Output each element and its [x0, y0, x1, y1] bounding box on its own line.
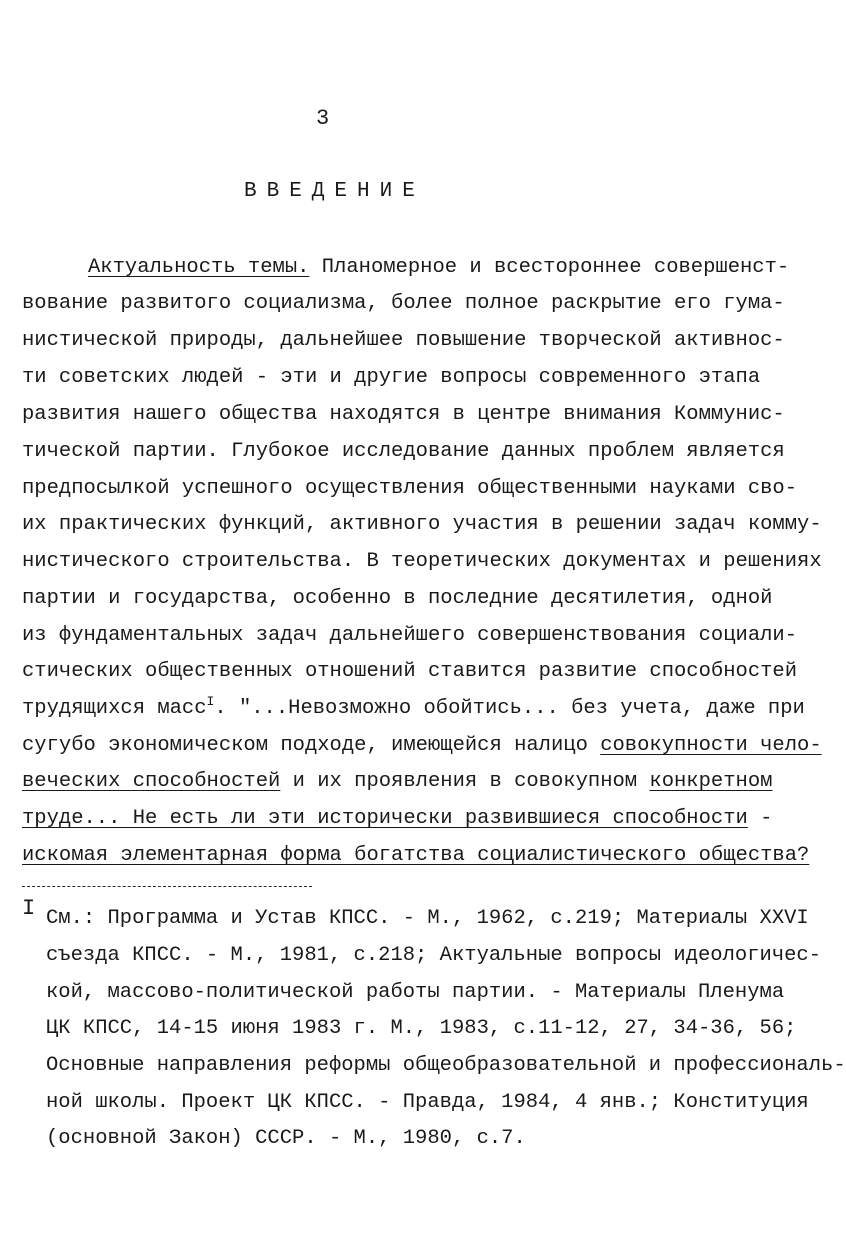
body-line-10: партии и государства, особенно в последние десятилетия, одной [22, 587, 773, 610]
footnote-separator [22, 886, 312, 887]
underlined-text: конкретном [649, 770, 773, 793]
body-line-17 [22, 846, 809, 867]
body-line-7: предпосылкой успешного осуществления общественными науками сво- [22, 477, 798, 500]
body-text: - [747, 807, 773, 830]
body-line-9: нистического строительства. В теоретических документах и решениях [22, 550, 822, 573]
footnote-marker: I [22, 896, 36, 921]
page-number: 3 [316, 106, 330, 131]
body-text: и их проявления в совокупном [280, 770, 650, 793]
footnote-line-7: (основной Закон) СССР. - М., 1980, с.7. [46, 1127, 526, 1150]
underlined-text: веческих способностей [22, 770, 281, 793]
footnote-reference: I [206, 694, 215, 709]
lead-phrase: Актуальность темы. [88, 256, 310, 279]
body-text: сугубо экономическом подходе, имеющейся налицо [22, 734, 601, 757]
underlined-text: труде... Не есть ли эти исторически развившиеся способности [22, 807, 748, 830]
body-line-5: развития нашего общества находятся в центре внимания Коммунис- [22, 403, 785, 426]
body-text: трудящихся масс [22, 697, 207, 720]
body-line-11: из фундаментальных задач дальнейшего совершенствования социали- [22, 624, 798, 647]
body-line-4: ти советских людей - эти и другие вопросы современного этапа [22, 366, 761, 389]
footnote-line-5: Основные направления реформы общеобразовательной и профессиональ- [46, 1054, 846, 1077]
underlined-text: искомая элементарная форма богатства социалистического общества? [22, 844, 810, 867]
body-line-3: нистической природы, дальнейшее повышение творческой активнос- [22, 329, 785, 352]
body-line-12: стических общественных отношений ставится развитие способностей [22, 660, 798, 683]
body-line-2: вование развитого социализма, более полное раскрытие его гума- [22, 292, 785, 315]
body-text: . "...Невозможно обойтись... без учета, даже при [214, 697, 805, 720]
section-heading: ВВЕДЕНИЕ [244, 180, 425, 203]
footnote-line-6: ной школы. Проект ЦК КПСС. - Правда, 1984, 4 янв.; Конституция [46, 1091, 809, 1114]
body-line-6: тической партии. Глубокое исследование данных проблем является [22, 440, 785, 463]
body-line-8: их практических функций, активного участия в решении задач комму- [22, 513, 822, 536]
footnote-line-1: См.: Программа и Устав КПСС. - М., 1962, с.219; Материалы XXVI [46, 907, 809, 930]
body-line-1 [88, 258, 789, 279]
footnote-line-3: кой, массово-политической работы партии. - Материалы Пленума [46, 981, 785, 1004]
body-text: Планомерное и всестороннее совершенст- [309, 256, 790, 279]
body-line-14 [22, 736, 822, 757]
body-line-13 [22, 694, 805, 720]
footnote-line-2: съезда КПСС. - М., 1981, с.218; Актуальные вопросы идеологичес- [46, 944, 822, 967]
body-line-16 [22, 809, 772, 830]
body-line-15 [22, 772, 772, 793]
underlined-text: совокупности чело- [600, 734, 822, 757]
footnote-line-4: ЦК КПСС, 14-15 июня 1983 г. М., 1983, с.11-12, 27, 34-36, 56; [46, 1017, 797, 1040]
